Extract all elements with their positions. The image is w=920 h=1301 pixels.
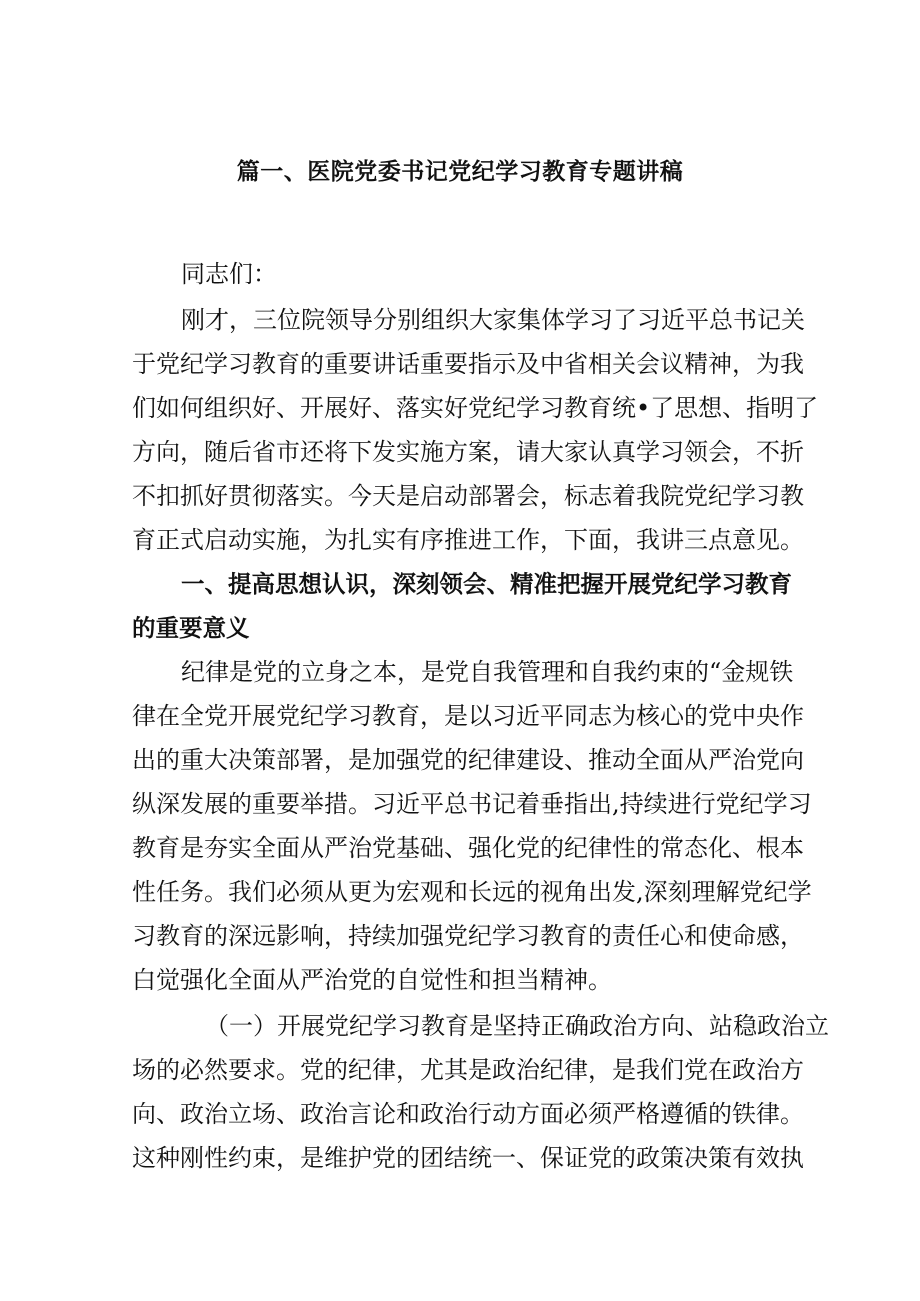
paragraph-line: 白觉强化全面从严治党的自觉性和担当精神。	[132, 966, 612, 994]
paragraph-line: 纪律是党的立身之本，是党自我管理和自我约束的“金规铁	[181, 658, 794, 686]
paragraph-line: 纵深发展的重要举措。习近平总书记着垂指出,持续进行党纪学习	[132, 790, 812, 818]
paragraph-line: 们如何组织好、开展好、落实好党纪学习教育统•了思想、指明了	[132, 394, 819, 422]
paragraph-line: 于党纪学习教育的重要讲话重要指示及中省相关会议精神，为我	[132, 350, 804, 378]
paragraph-line: 场的必然要求。党的纪律，尤其是政治纪律，是我们党在政治方	[132, 1056, 804, 1084]
paragraph-line: 刚才，三位院领导分别组织大家集体学习了习近平总书记关	[181, 306, 805, 334]
greeting: 同志们：	[181, 260, 277, 288]
section-heading: 一、提高思想认识，深刻领会、精准把握开展党纪学习教育	[181, 570, 792, 598]
paragraph-line: 出的重大决策部署，是加强党的纪律建设、推动全面从严治党向	[132, 746, 804, 774]
paragraph-line: 性任务。我们必须从更为宏观和长远的视角出发,深刻理解党纪学	[132, 878, 812, 906]
paragraph-line: 向、政治立场、政治言论和政治行动方面必须严格遵循的铁律。	[132, 1100, 804, 1128]
paragraph-line: 律在全党开展党纪学习教育，是以习近平同志为核心的党中央作	[132, 702, 804, 730]
paragraph-line: 方向，随后省市还将下发实施方案，请大家认真学习领会，不折	[132, 438, 804, 466]
document-title: 篇一、医院党委书记党纪学习教育专题讲稿	[236, 159, 684, 185]
paragraph-line: 不扣抓好贯彻落实。今天是启动部署会，标志着我院党纪学习教	[132, 482, 804, 510]
paragraph-line: 习教育的深远影响，持续加强党纪学习教育的责任心和使命感，	[132, 922, 804, 950]
paragraph-line: 这种刚性约束，是维护党的团结统一、保证党的政策决策有效执	[132, 1144, 804, 1172]
paragraph-line: （一）开展党纪学习教育是坚持正确政治方向、站稳政治立	[205, 1012, 829, 1040]
section-heading: 的重要意义	[132, 614, 250, 642]
paragraph-line: 教育是夯实全面从严治党基础、强化党的纪律性的常态化、根本	[132, 834, 804, 862]
paragraph-line: 育正式启动实施，为扎实有序推进工作，下面，我讲三点意见。	[132, 526, 804, 554]
